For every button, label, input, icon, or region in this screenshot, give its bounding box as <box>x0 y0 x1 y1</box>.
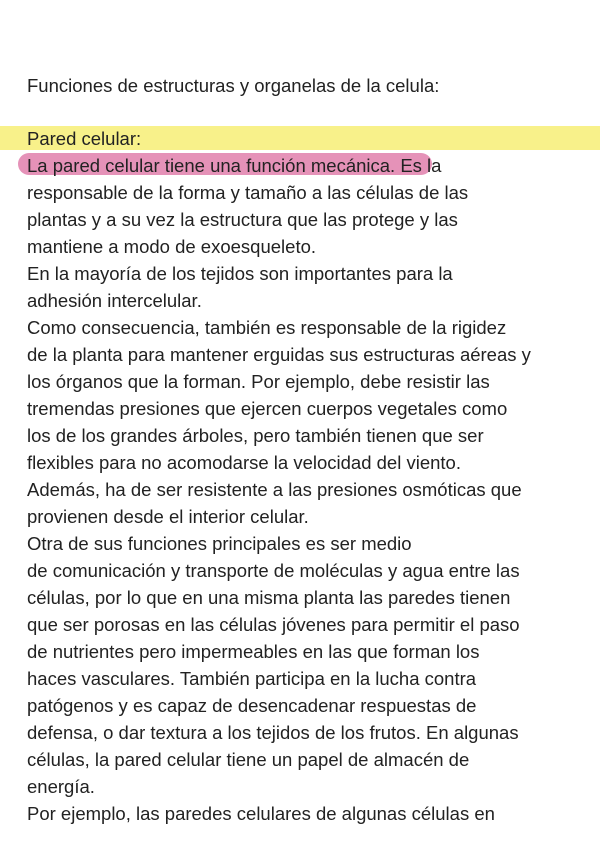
text-line: mantiene a modo de exoesqueleto. <box>27 236 317 257</box>
text-line: energía. <box>27 776 95 797</box>
text-line: que ser porosas en las células jóvenes para permitir el paso <box>27 614 520 635</box>
text-line: defensa, o dar textura a los tejidos de los frutos. En algunas <box>27 722 519 743</box>
text-line: La pared celular tiene una función mecánica. Es la <box>27 155 442 176</box>
text-line: haces vasculares. También participa en la lucha contra <box>27 668 477 689</box>
text-line: los de los grandes árboles, pero también tienen que ser <box>27 425 484 446</box>
text-line: responsable de la forma y tamaño a las células de las <box>27 182 469 203</box>
text-line: patógenos y es capaz de desencadenar respuestas de <box>27 695 477 716</box>
text-line: En la mayoría de los tejidos son importantes para la <box>27 263 453 284</box>
text-line: de nutrientes pero impermeables en las que forman los <box>27 641 480 662</box>
text-line: de comunicación y transporte de moléculas y agua entre las <box>27 560 520 581</box>
text-line: Además, ha de ser resistente a las presiones osmóticas que <box>27 479 522 500</box>
text-line: Otra de sus funciones principales es ser medio <box>27 533 412 554</box>
text-line: células, la pared celular tiene un papel de almacén de <box>27 749 470 770</box>
text-line: Como consecuencia, también es responsable de la rigidez <box>27 317 507 338</box>
text-line: los órganos que la forman. Por ejemplo, debe resistir las <box>27 371 490 392</box>
text-line: tremendas presiones que ejercen cuerpos vegetales como <box>27 398 508 419</box>
text-line: plantas y a su vez la estructura que las protege y las <box>27 209 458 230</box>
body-text <box>27 152 587 827</box>
text-line: flexibles para no acomodarse la velocidad del viento. <box>27 452 461 473</box>
text-line: adhesión intercelular. <box>27 290 202 311</box>
text-line: células, por lo que en una misma planta las paredes tienen <box>27 587 511 608</box>
text-line: Por ejemplo, las paredes celulares de algunas células en <box>27 803 495 824</box>
text-line: de la planta para mantener erguidas sus estructuras aéreas y <box>27 344 531 365</box>
text-line: provienen desde el interior celular. <box>27 506 309 527</box>
section-heading: Pared celular: <box>27 128 142 149</box>
document-title: Funciones de estructuras y organelas de la celula: <box>27 75 440 96</box>
